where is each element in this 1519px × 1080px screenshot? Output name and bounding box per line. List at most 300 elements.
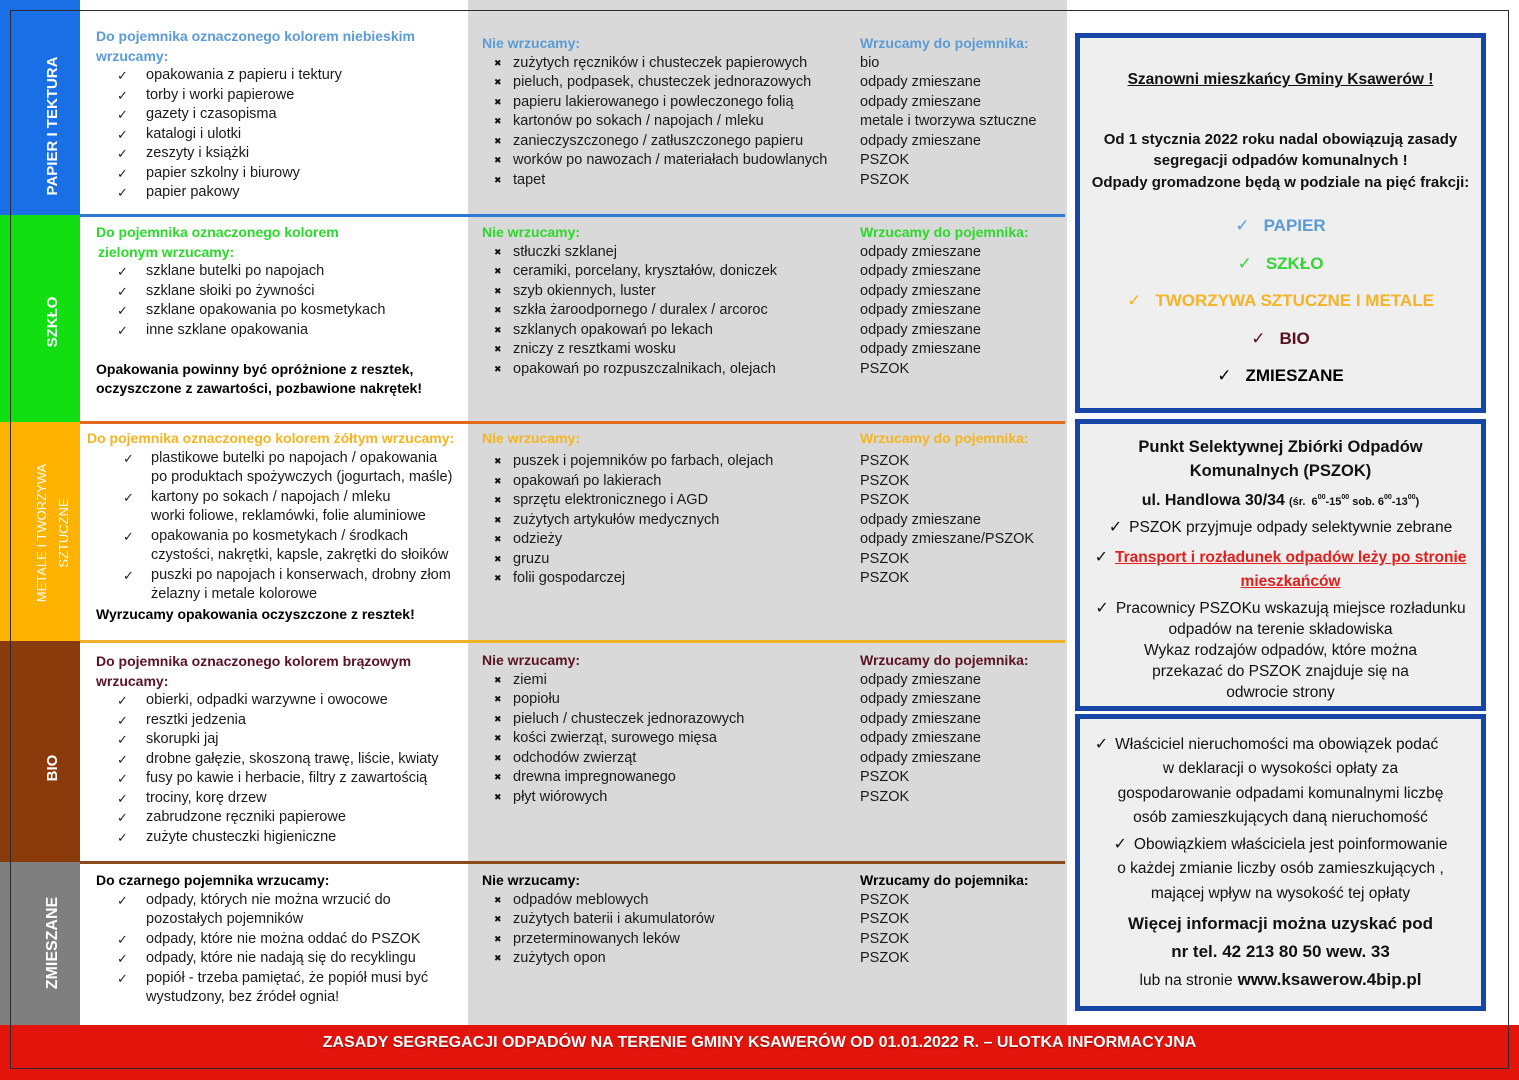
destination-heading: Wrzucamy do pojemnika:	[860, 872, 1029, 888]
check-icon	[1095, 598, 1108, 617]
check-icon	[117, 770, 128, 790]
hours-text: -13	[1391, 496, 1408, 508]
section-heading: Do pojemnika oznaczonego kolorem	[96, 224, 339, 240]
accepted-item-text: worki foliowe, reklamówki, folie aluminiowe	[151, 508, 426, 524]
cross-icon	[494, 133, 502, 153]
pszok-box	[1075, 419, 1486, 711]
section-note: oczyszczone z zawartości, pozbawione nakrętek!	[96, 380, 422, 396]
owner-bullet-continuation: gospodarowanie odpadami komunalnymi liczbę	[1117, 785, 1444, 802]
accepted-item-text: papier pakowy	[146, 184, 240, 200]
pszok-bullet-continuation	[1075, 570, 1486, 594]
accepted-item	[96, 750, 439, 770]
rejected-item: odchodów zwierząt	[513, 749, 637, 766]
rejected-item: tapet	[513, 171, 546, 188]
cross-icon	[494, 911, 502, 931]
check-icon	[117, 731, 128, 751]
cross-icon	[494, 551, 502, 571]
pszok-footnote: Wykaz rodzajów odpadów, które można	[1144, 642, 1417, 659]
welcome-text: segregacji odpadów komunalnych !	[1153, 152, 1408, 169]
rejected-row	[482, 749, 1062, 769]
check-icon	[117, 950, 128, 970]
rejected-row	[482, 569, 1062, 589]
rejected-item: zużytych artykułów medycznych	[513, 511, 720, 528]
rejected-row	[482, 360, 1062, 380]
cross-icon	[494, 263, 502, 283]
rejected-row	[482, 690, 1062, 710]
section-heading: wrzucamy:	[96, 672, 169, 689]
accepted-item	[96, 930, 428, 950]
accepted-item	[96, 691, 439, 711]
rejected-item: odpadów meblowych	[513, 891, 649, 908]
welcome-text: Odpady gromadzone będą w podziale na pięć frakcji:	[1091, 174, 1470, 191]
rejected-row	[482, 949, 1062, 969]
check-icon	[117, 106, 128, 126]
cross-icon	[494, 769, 502, 789]
rejected-item: ceramiki, porcelany, kryształów, doniczek	[513, 263, 778, 279]
zmieszane-accepted-block	[96, 871, 428, 1008]
destination-bin: odpady zmieszane	[860, 132, 981, 149]
cross-icon	[494, 453, 502, 473]
papier-rejected-block	[482, 34, 1062, 190]
pszok-address-line	[1075, 486, 1486, 510]
accepted-item-text: puszki po napojach i konserwach, drobny złom	[151, 566, 451, 583]
pszok-address: ul. Handlowa 30/34	[1141, 492, 1285, 509]
destination-bin: odpady zmieszane	[860, 282, 981, 299]
accepted-item	[96, 301, 422, 321]
accepted-item	[96, 125, 415, 145]
pszok-bullet-continuation: odpadów na terenie składowiska	[1168, 621, 1393, 638]
hours-minutes: 00	[1317, 494, 1326, 501]
destination-bin: PSZOK	[860, 472, 910, 489]
check-icon	[1127, 291, 1141, 311]
accepted-item-text: skorupki jaj	[146, 731, 219, 747]
papier-accepted-block	[96, 27, 415, 203]
rejected-item: zużytych baterii i akumulatorów	[513, 911, 715, 927]
rejected-item: szyb okiennych, luster	[513, 282, 656, 299]
rejected-item: pieluch / chusteczek jednorazowych	[513, 710, 745, 727]
rejected-row	[482, 262, 1062, 282]
rejected-header	[482, 223, 1062, 243]
section-divider	[80, 214, 1065, 217]
sidebar-label-zmieszane	[42, 897, 64, 989]
accepted-item	[96, 769, 439, 789]
zmieszane-rejected-block	[482, 871, 1062, 969]
destination-bin: PSZOK	[860, 152, 910, 168]
rejected-item: puszek i pojemników po farbach, olejach	[513, 453, 774, 469]
rejected-heading: Nie wrzucamy:	[482, 224, 581, 240]
accepted-item-text: obierki, odpadki warzywne i owocowe	[146, 692, 388, 708]
destination-bin: odpady zmieszane	[860, 691, 981, 707]
section-heading: Do czarnego pojemnika wrzucamy:	[96, 872, 330, 888]
fraction-zmieszane	[1075, 364, 1486, 388]
destination-bin: PSZOK	[860, 950, 910, 966]
check-icon	[117, 892, 128, 912]
sidebar-bar-szklo	[0, 215, 80, 422]
destination-bin: odpady zmieszane	[860, 74, 981, 90]
destination-heading: Wrzucamy do pojemnika:	[860, 430, 1029, 446]
accepted-item-text: szklane butelki po napojach	[146, 263, 325, 279]
cross-icon	[494, 892, 502, 912]
accepted-item-text: pozostałych pojemników	[146, 911, 304, 927]
accepted-item-text: torby i worki papierowe	[146, 86, 295, 103]
check-icon	[1095, 734, 1108, 753]
accepted-item	[87, 488, 454, 527]
accepted-item-text: trociny, korę drzew	[146, 789, 267, 806]
destination-bin: PSZOK	[860, 360, 910, 377]
rejected-row	[482, 171, 1062, 191]
cross-icon	[494, 730, 502, 750]
cross-icon	[494, 361, 502, 381]
rejected-row	[482, 930, 1062, 950]
destination-bin: bio	[860, 54, 880, 71]
rejected-heading: Nie wrzucamy:	[482, 35, 581, 51]
pszok-warning-text: mieszkańców	[1240, 573, 1341, 590]
rejected-item: pieluch, podpasek, chusteczek jednorazowych	[513, 74, 812, 90]
check-icon	[123, 489, 134, 509]
destination-heading: Wrzucamy do pojemnika:	[860, 224, 1029, 240]
rejected-row	[482, 710, 1062, 730]
hours-text: sob. 6	[1349, 496, 1385, 508]
rejected-item: szkła żaroodpornego / duralex / arcoroc	[513, 302, 768, 318]
bio-rejected-block	[482, 651, 1062, 807]
rejected-row	[482, 491, 1062, 511]
cross-icon	[494, 302, 502, 322]
cross-icon	[494, 531, 502, 551]
rejected-row	[482, 93, 1062, 113]
accepted-item-text: odpady, których nie można wrzucić do	[146, 891, 391, 908]
fraction-label: TWORZYWA SZTUCZNE I METALE	[1155, 291, 1434, 310]
rejected-row	[482, 243, 1062, 263]
metale-accepted-block	[87, 429, 454, 624]
destination-bin: odpady zmieszane	[860, 671, 981, 688]
check-icon	[123, 528, 134, 548]
cross-icon	[494, 570, 502, 590]
rejected-header	[482, 651, 1062, 671]
rejected-item: folii gospodarczej	[513, 570, 626, 586]
check-icon	[117, 165, 128, 185]
check-icon	[117, 302, 128, 322]
accepted-item	[96, 321, 422, 341]
szklo-rejected-block	[482, 223, 1062, 379]
destination-bin: PSZOK	[860, 911, 910, 927]
destination-heading: Wrzucamy do pojemnika:	[860, 35, 1029, 51]
sidebar-label-text: SZKŁO	[44, 296, 61, 348]
rejected-item: zniczy z resztkami wosku	[513, 341, 676, 357]
destination-bin: odpady zmieszane	[860, 93, 981, 110]
fraction-szklo	[1075, 252, 1486, 276]
rejected-item: gruzu	[513, 550, 550, 567]
accepted-item-text: inne szklane opakowania	[146, 321, 309, 338]
cross-icon	[494, 244, 502, 264]
cross-icon	[494, 322, 502, 342]
check-icon	[117, 145, 128, 165]
accepted-item	[96, 711, 439, 731]
rejected-item: kości zwierząt, surowego mięsa	[513, 730, 717, 746]
rejected-heading: Nie wrzucamy:	[482, 872, 581, 888]
destination-bin: PSZOK	[860, 570, 910, 586]
rejected-row	[482, 151, 1062, 171]
accepted-item	[96, 164, 415, 184]
accepted-item-text: szklane opakowania po kosmetykach	[146, 302, 386, 318]
accepted-item-text: czystości, nakrętki, kapsle, zakrętki do słoików	[151, 547, 449, 563]
check-icon	[117, 126, 128, 146]
destination-bin: odpady zmieszane	[860, 749, 981, 766]
check-icon	[117, 809, 128, 829]
bio-accepted-block	[96, 652, 439, 847]
rejected-row	[482, 511, 1062, 531]
rejected-row	[482, 282, 1062, 302]
accepted-item	[87, 566, 454, 605]
accepted-item-text: wystudzony, bez źródeł ognia!	[146, 989, 340, 1005]
cross-icon	[494, 94, 502, 114]
rejected-row	[482, 891, 1062, 911]
cross-icon	[494, 55, 502, 75]
welcome-box	[1075, 33, 1486, 413]
accepted-item	[96, 808, 439, 828]
website-url: www.ksawerow.4bip.pl	[1237, 970, 1422, 989]
accepted-item-text: gazety i czasopisma	[146, 106, 277, 122]
destination-bin: odpady zmieszane	[860, 710, 981, 727]
section-divider	[80, 861, 1065, 864]
sidebar-label-text: METALE I TWORZYWA	[34, 463, 49, 603]
rejected-row	[482, 301, 1062, 321]
rejected-row	[482, 550, 1062, 570]
rejected-item: przeterminowanych leków	[513, 930, 680, 947]
section-note: Opakowania powinny być opróżnione z resztek,	[96, 360, 414, 377]
cross-icon	[494, 711, 502, 731]
accepted-item-text: resztki jedzenia	[146, 711, 246, 728]
check-icon	[117, 970, 128, 990]
metale-rejected-block	[482, 429, 1062, 589]
accepted-item-text: fusy po kawie i herbacie, filtry z zawartością	[146, 770, 428, 786]
sidebar-bar-bio	[0, 641, 80, 862]
rejected-item: szklanych opakowań po lekach	[513, 321, 713, 338]
fraction-label: BIO	[1279, 329, 1310, 348]
destination-bin: PSZOK	[860, 171, 910, 188]
accepted-item	[96, 105, 415, 125]
sidebar-label-text: PAPIER I TEKTURA	[44, 56, 61, 196]
contact-text: Więcej informacji można uzyskać pod	[1128, 914, 1433, 933]
rejected-row	[482, 452, 1062, 472]
cross-icon	[494, 152, 502, 172]
rejected-row	[482, 768, 1062, 788]
fraction-label: ZMIESZANE	[1245, 366, 1344, 385]
destination-bin: odpady zmieszane	[860, 511, 981, 528]
rejected-row	[482, 112, 1062, 132]
accepted-item	[96, 86, 415, 106]
sidebar-label-papier	[42, 57, 64, 196]
cross-icon	[494, 74, 502, 94]
szklo-accepted-block	[96, 223, 422, 399]
destination-bin: PSZOK	[860, 453, 910, 469]
check-icon	[1251, 329, 1265, 349]
owner-bullet-continuation: osób zamieszkujących daną nieruchomość	[1133, 809, 1428, 826]
hours-minutes: 00	[1341, 494, 1350, 501]
cross-icon	[494, 341, 502, 361]
check-icon	[123, 567, 134, 587]
accepted-item	[96, 66, 415, 86]
accepted-item	[96, 183, 415, 203]
destination-bin: odpady zmieszane	[860, 243, 981, 260]
rejected-item: odzieży	[513, 531, 563, 547]
sidebar-bar-papier	[0, 0, 80, 215]
check-icon	[117, 790, 128, 810]
check-icon	[117, 67, 128, 87]
accepted-item-text: opakowania po kosmetykach / środkach	[151, 527, 409, 544]
hours-minutes: 00	[1384, 494, 1392, 501]
accepted-item-text: odpady, które nie nadają się do recyklingu	[146, 950, 416, 966]
accepted-item	[96, 262, 422, 282]
pszok-footnote: odwrocie strony	[1226, 684, 1335, 701]
cross-icon	[494, 950, 502, 970]
cross-icon	[494, 113, 502, 133]
rejected-item: zużytych opon	[513, 950, 606, 966]
check-icon	[1217, 366, 1231, 386]
cross-icon	[494, 283, 502, 303]
accepted-item-text: popiół - trzeba pamiętać, że popiół musi być	[146, 969, 429, 986]
accepted-item-text: kartony po sokach / napojach / mleku	[151, 488, 391, 505]
rejected-item: worków po nawozach / materiałach budowlanych	[513, 152, 828, 168]
rejected-row	[482, 472, 1062, 492]
rejected-row	[482, 788, 1062, 808]
cross-icon	[494, 672, 502, 692]
owner-info-box	[1075, 714, 1486, 1011]
rejected-item: drewna impregnowanego	[513, 769, 676, 785]
cross-icon	[494, 172, 502, 192]
accepted-item-text: odpady, które nie można oddać do PSZOK	[146, 930, 421, 947]
destination-bin: PSZOK	[860, 769, 910, 785]
accepted-item	[96, 828, 439, 848]
accepted-item-text: papier szkolny i biurowy	[146, 164, 300, 181]
hours-minutes: 00	[1407, 494, 1416, 501]
owner-bullet-continuation: mającej wpływ na wysokość tej opłaty	[1150, 885, 1411, 902]
rejected-row	[482, 340, 1062, 360]
accepted-item-text: żelazny i metale kolorowe	[151, 586, 318, 602]
destination-bin: odpady zmieszane/PSZOK	[860, 531, 1035, 547]
accepted-item-text: po produktach spożywczych (jogurtach, maśle)	[151, 469, 453, 485]
hours-text: )	[1415, 496, 1420, 508]
accepted-item-text: drobne gałęzie, skoszoną trawę, liście, kwiaty	[146, 750, 439, 767]
cross-icon	[494, 512, 502, 532]
rejected-item: opakowań po lakierach	[513, 472, 662, 489]
check-icon	[1109, 517, 1122, 536]
website-prefix: lub na stronie	[1139, 972, 1233, 989]
sidebar-label-text: ZMIESZANE	[44, 896, 61, 990]
rejected-item: zużytych ręczników i chusteczek papierowych	[513, 54, 808, 71]
rejected-row	[482, 530, 1062, 550]
accepted-item	[96, 891, 428, 930]
destination-bin: PSZOK	[860, 492, 910, 508]
pszok-title: Punkt Selektywnej Zbiórki Odpadów	[1138, 438, 1423, 456]
destination-bin: PSZOK	[860, 930, 910, 947]
destination-bin: metale i tworzywa sztuczne	[860, 113, 1037, 129]
rejected-item: opakowań po rozpuszczalnikach, olejach	[513, 360, 776, 377]
check-icon	[117, 692, 128, 712]
rejected-item: zanieczyszczonego / zatłuszczonego papieru	[513, 132, 804, 149]
rejected-row	[482, 910, 1062, 930]
footer-banner-text: ZASADY SEGREGACJI ODPADÓW NA TERENIE GMINY KSAWERÓW OD 01.01.2022 R. – ULOTKA INFORMACYJNA	[322, 1034, 1197, 1051]
fraction-label: PAPIER	[1263, 216, 1326, 235]
pszok-title: Komunalnych (PSZOK)	[1189, 462, 1372, 480]
pszok-bullet	[1075, 545, 1486, 569]
rejected-header	[482, 429, 1062, 449]
destination-bin: PSZOK	[860, 550, 910, 567]
pszok-bullet-text: Pracownicy PSZOKu wskazują miejsce rozładunku	[1115, 600, 1466, 617]
rejected-heading: Nie wrzucamy:	[482, 430, 581, 446]
section-divider	[80, 640, 1065, 643]
accepted-item	[87, 449, 454, 488]
check-icon	[117, 322, 128, 342]
cross-icon	[494, 789, 502, 809]
fraction-label: SZKŁO	[1265, 254, 1324, 273]
rejected-heading: Nie wrzucamy:	[482, 652, 581, 668]
check-icon	[1095, 547, 1108, 566]
destination-bin: odpady zmieszane	[860, 730, 981, 746]
accepted-item	[96, 144, 415, 164]
sidebar-label-text: BIO	[44, 754, 61, 782]
accepted-item	[96, 969, 428, 1008]
rejected-row	[482, 729, 1062, 749]
fraction-metale	[1075, 289, 1486, 313]
accepted-item-text: opakowania z papieru i tektury	[146, 67, 342, 83]
pszok-bullet-text: PSZOK przyjmuje odpady selektywnie zebrane	[1129, 519, 1453, 536]
check-icon	[117, 829, 128, 849]
check-icon	[117, 283, 128, 303]
accepted-item-text: szklane słoiki po żywności	[146, 282, 315, 299]
check-icon	[117, 931, 128, 951]
footer-banner	[0, 1025, 1519, 1080]
sidebar-bar-zmieszane	[0, 862, 80, 1025]
rejected-item: popiołu	[513, 691, 560, 707]
pszok-bullet	[1075, 515, 1486, 539]
sidebar-label-bio	[42, 755, 64, 782]
cross-icon	[494, 492, 502, 512]
rejected-item: papieru lakierowanego i powleczonego folią	[513, 93, 794, 110]
rejected-row	[482, 54, 1062, 74]
accepted-item	[96, 282, 422, 302]
section-heading: Do pojemnika oznaczonego kolorem żółtym wrzucamy:	[87, 430, 455, 446]
hours-text: (śr. 6	[1288, 496, 1318, 508]
rejected-row	[482, 671, 1062, 691]
destination-bin: odpady zmieszane	[860, 341, 981, 357]
section-heading: zielonym wrzucamy:	[98, 243, 235, 260]
website-line	[1075, 968, 1486, 992]
sidebar-label-szklo	[42, 297, 64, 348]
check-icon	[117, 751, 128, 771]
fraction-papier	[1075, 214, 1486, 238]
rejected-item: kartonów po sokach / napojach / mleku	[513, 113, 764, 129]
accepted-item	[96, 730, 439, 750]
pszok-warning-text: Transport i rozładunek odpadów leży po stronie	[1115, 549, 1467, 566]
rejected-row	[482, 132, 1062, 152]
rejected-item: płyt wiórowych	[513, 788, 608, 805]
destination-bin: odpady zmieszane	[860, 263, 981, 279]
accepted-item	[96, 789, 439, 809]
rejected-row	[482, 321, 1062, 341]
section-divider	[80, 421, 1065, 424]
owner-bullet-continuation: w deklaracji o wysokości opłaty za	[1162, 760, 1399, 777]
owner-bullet	[1075, 832, 1486, 856]
accepted-item-text: zeszyty i książki	[146, 145, 250, 161]
accepted-item-text: zużyte chusteczki higieniczne	[146, 828, 337, 845]
check-icon	[1114, 834, 1127, 853]
owner-bullet	[1075, 732, 1486, 756]
section-note: Wyrzucamy opakowania oczyszczone z resztek!	[96, 605, 415, 622]
cross-icon	[494, 691, 502, 711]
accepted-item	[96, 949, 428, 969]
destination-bin: odpady zmieszane	[860, 321, 981, 338]
destination-bin: PSZOK	[860, 891, 910, 908]
